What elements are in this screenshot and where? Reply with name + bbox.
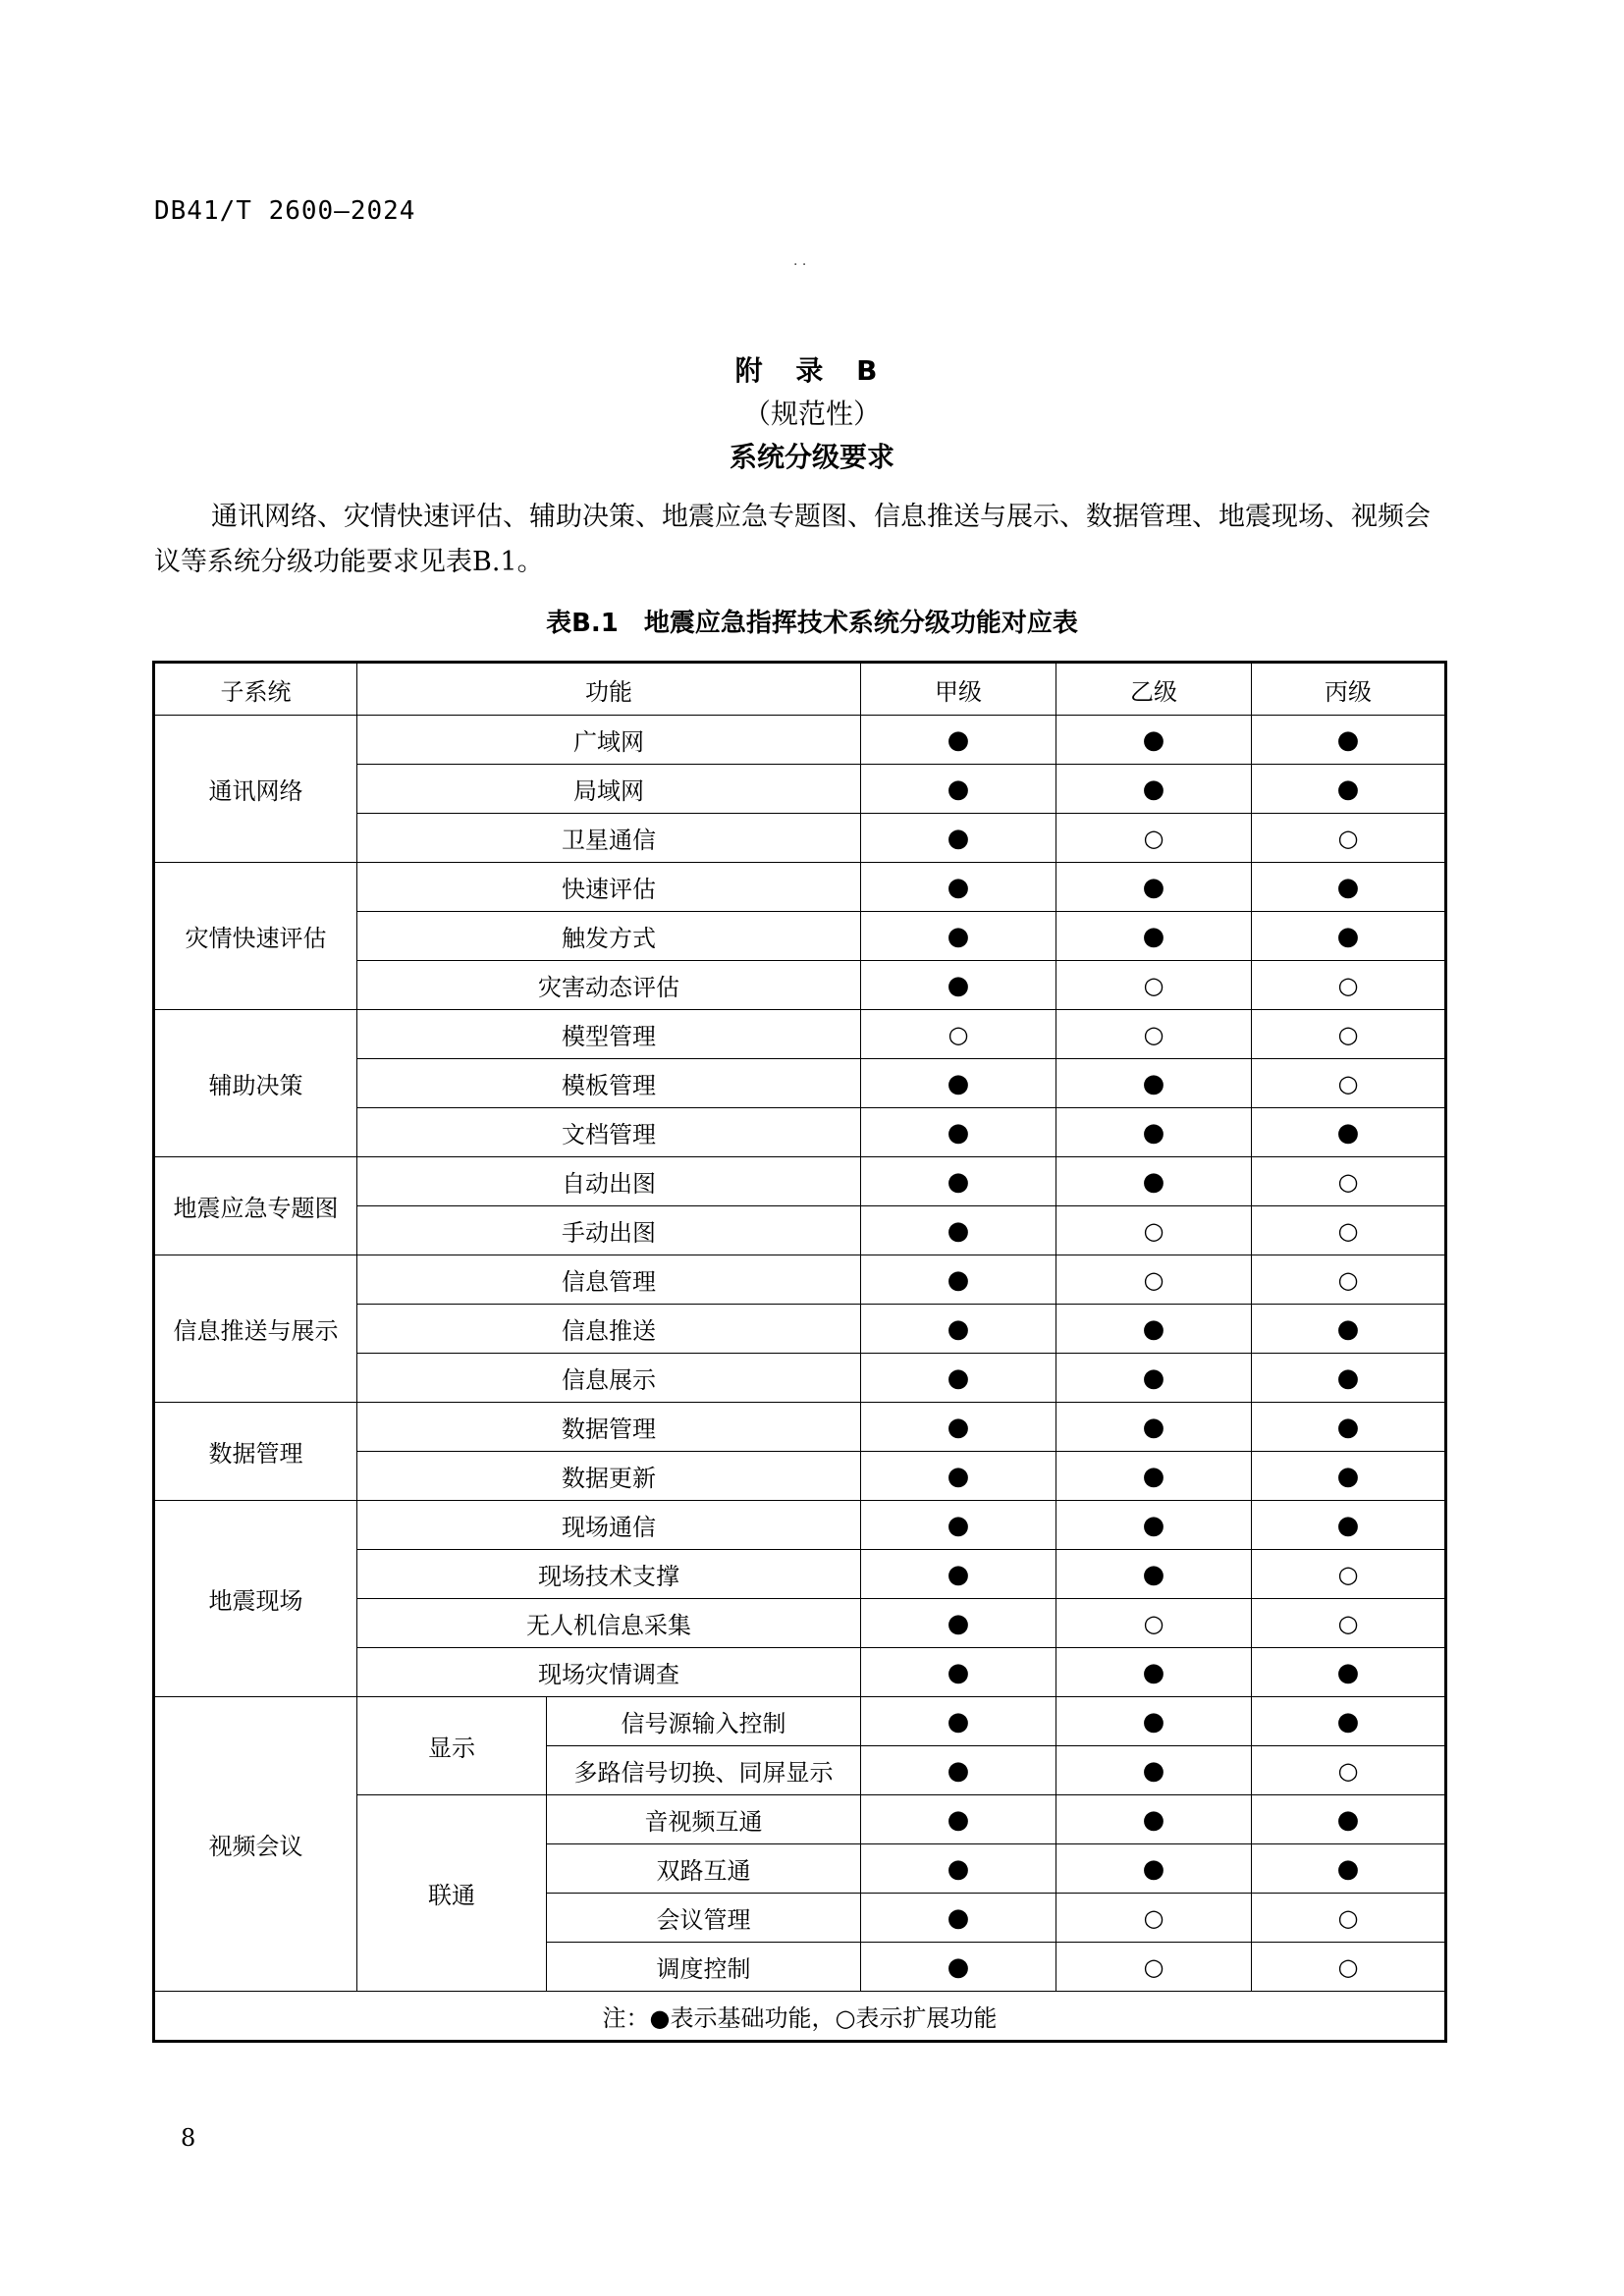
appendix-nature: （规范性） xyxy=(742,398,881,430)
grade-mark xyxy=(1056,1255,1252,1305)
extended-function-mark: ○ xyxy=(1337,824,1359,852)
grade-mark xyxy=(861,1501,1056,1550)
grade-mark xyxy=(1252,1255,1446,1305)
function-cell: 数据更新 xyxy=(357,1452,861,1501)
table-row xyxy=(154,1501,1446,1550)
grade-mark xyxy=(1252,1354,1446,1403)
grading-table xyxy=(152,661,1447,2043)
grade-mark xyxy=(861,1108,1056,1157)
extended-function-mark: ○ xyxy=(1337,1756,1359,1785)
table-caption: 表B.1 地震应急指挥技术系统分级功能对应表 xyxy=(546,609,1078,638)
basic-function-mark: ● xyxy=(1336,1510,1360,1540)
grade-mark xyxy=(1056,1795,1252,1844)
intro-paragraph: 通讯网络、灾情快速评估、辅助决策、地震应急专题图、信息推送与展示、数据管理、地震现场、视频会议等系统分级功能要求见表B.1。 xyxy=(154,502,1431,577)
table-row xyxy=(154,1255,1446,1305)
basic-function-mark: ● xyxy=(1336,1657,1360,1687)
grade-mark xyxy=(1252,1108,1446,1157)
grade-mark xyxy=(1252,1550,1446,1599)
grade-mark xyxy=(1252,1305,1446,1354)
extended-function-mark: ○ xyxy=(1337,1560,1359,1588)
function-cell: 现场灾情调查 xyxy=(357,1648,861,1697)
function-cell: 文档管理 xyxy=(357,1108,861,1157)
grade-mark xyxy=(861,1059,1056,1108)
appendix-name: 系统分级要求 xyxy=(729,441,894,473)
header-function: 功能 xyxy=(357,663,861,716)
basic-function-mark: ● xyxy=(1336,1804,1360,1835)
function-cell: 多路信号切换、同屏显示 xyxy=(547,1746,861,1795)
function-cell: 广域网 xyxy=(357,716,861,765)
grade-mark xyxy=(861,863,1056,912)
table-row xyxy=(154,1697,1446,1746)
grade-mark xyxy=(861,1403,1056,1452)
grade-mark xyxy=(861,961,1056,1010)
basic-function-mark: ● xyxy=(947,1117,970,1148)
basic-function-mark: ● xyxy=(1142,1510,1165,1540)
basic-function-mark: ● xyxy=(947,1755,970,1786)
basic-function-mark: ● xyxy=(1142,1166,1165,1197)
basic-function-mark: ● xyxy=(947,1804,970,1835)
basic-function-mark: ● xyxy=(1142,1706,1165,1736)
function-cell: 信息推送 xyxy=(357,1305,861,1354)
basic-function-mark: ● xyxy=(947,1608,970,1638)
basic-function-mark: ● xyxy=(1142,872,1165,902)
grade-mark xyxy=(861,1599,1056,1648)
basic-function-mark: ● xyxy=(1142,1804,1165,1835)
grade-mark xyxy=(1252,1452,1446,1501)
grade-mark xyxy=(1252,1697,1446,1746)
grade-mark xyxy=(1056,1599,1252,1648)
basic-function-mark: ● xyxy=(947,823,970,853)
function-cell: 信息管理 xyxy=(357,1255,861,1305)
grade-mark xyxy=(861,1746,1056,1795)
subgroup-cell: 显示 xyxy=(357,1697,547,1795)
basic-function-mark: ● xyxy=(947,724,970,755)
basic-function-mark: ● xyxy=(1336,872,1360,902)
basic-function-mark: ● xyxy=(947,1853,970,1884)
basic-function-mark: ● xyxy=(1142,724,1165,755)
header-dots: · · xyxy=(793,257,807,273)
grade-mark xyxy=(1252,814,1446,863)
table-note: 注：●表示基础功能，○表示扩展功能 xyxy=(154,1992,1446,2042)
extended-function-mark: ○ xyxy=(1337,1167,1359,1196)
extended-function-mark: ○ xyxy=(1143,1609,1164,1637)
page-number: 8 xyxy=(181,2124,196,2152)
basic-function-mark: ● xyxy=(947,1657,970,1687)
grade-mark xyxy=(1252,1746,1446,1795)
grade-mark xyxy=(1056,1550,1252,1599)
function-cell: 局域网 xyxy=(357,765,861,814)
subsystem-cell: 地震应急专题图 xyxy=(154,1157,357,1255)
basic-function-mark: ● xyxy=(1142,1362,1165,1393)
function-cell: 无人机信息采集 xyxy=(357,1599,861,1648)
grade-mark xyxy=(1252,1010,1446,1059)
grade-mark xyxy=(1056,912,1252,961)
grade-mark xyxy=(1056,1943,1252,1992)
subsystem-cell: 通讯网络 xyxy=(154,716,357,863)
basic-function-mark: ● xyxy=(1336,1853,1360,1884)
grade-mark xyxy=(861,1354,1056,1403)
basic-function-mark: ● xyxy=(1142,1068,1165,1098)
grade-mark xyxy=(1252,1059,1446,1108)
grade-mark xyxy=(1252,961,1446,1010)
function-cell: 音视频互通 xyxy=(547,1795,861,1844)
function-cell: 手动出图 xyxy=(357,1206,861,1255)
table-row xyxy=(154,1157,1446,1206)
extended-function-mark: ○ xyxy=(1337,1216,1359,1245)
grade-mark xyxy=(1056,863,1252,912)
function-cell: 触发方式 xyxy=(357,912,861,961)
subsystem-cell: 视频会议 xyxy=(154,1697,357,1992)
grade-mark xyxy=(1056,961,1252,1010)
grade-mark xyxy=(861,1648,1056,1697)
extended-function-mark: ○ xyxy=(947,1020,969,1048)
grade-mark xyxy=(1056,1697,1252,1746)
basic-function-mark: ● xyxy=(947,1215,970,1246)
grade-mark xyxy=(1056,1648,1252,1697)
basic-function-mark: ● xyxy=(1142,774,1165,804)
grade-mark xyxy=(1056,814,1252,863)
extended-function-mark: ○ xyxy=(1143,824,1164,852)
basic-function-mark: ● xyxy=(1142,1559,1165,1589)
grade-mark xyxy=(1252,912,1446,961)
grade-mark xyxy=(1056,1354,1252,1403)
header-grade-c: 丙级 xyxy=(1252,663,1446,716)
function-cell: 现场技术支撑 xyxy=(357,1550,861,1599)
function-cell: 双路互通 xyxy=(547,1844,861,1894)
subsystem-cell: 地震现场 xyxy=(154,1501,357,1697)
grade-mark xyxy=(861,1550,1056,1599)
basic-function-mark: ● xyxy=(1142,1755,1165,1786)
table-row xyxy=(154,863,1446,912)
basic-function-mark: ● xyxy=(1142,1853,1165,1884)
extended-function-mark: ○ xyxy=(1143,1265,1164,1294)
extended-function-mark: ○ xyxy=(1143,1952,1164,1981)
basic-function-mark: ● xyxy=(947,774,970,804)
function-cell: 数据管理 xyxy=(357,1403,861,1452)
function-cell: 会议管理 xyxy=(547,1894,861,1943)
basic-function-mark: ● xyxy=(947,872,970,902)
basic-function-mark: ● xyxy=(947,1706,970,1736)
grade-mark xyxy=(861,1452,1056,1501)
table-row xyxy=(154,1010,1446,1059)
grade-mark xyxy=(861,814,1056,863)
basic-function-mark: ● xyxy=(1336,1461,1360,1491)
basic-function-mark: ● xyxy=(1142,1412,1165,1442)
standard-code: DB41/T 2600—2024 xyxy=(154,196,416,226)
grade-mark xyxy=(861,1206,1056,1255)
basic-function-mark: ● xyxy=(947,1412,970,1442)
grade-mark xyxy=(1056,1157,1252,1206)
grade-mark xyxy=(861,912,1056,961)
grade-mark xyxy=(1056,1452,1252,1501)
basic-function-mark: ● xyxy=(947,970,970,1000)
basic-function-mark: ● xyxy=(947,1264,970,1295)
extended-function-mark: ○ xyxy=(1337,1265,1359,1294)
basic-function-mark: ● xyxy=(1336,1412,1360,1442)
function-cell: 模板管理 xyxy=(357,1059,861,1108)
grade-mark xyxy=(1056,1501,1252,1550)
header-grade-a: 甲级 xyxy=(861,663,1056,716)
subgroup-cell: 联通 xyxy=(357,1795,547,1992)
grade-mark xyxy=(1252,1206,1446,1255)
grade-mark xyxy=(1056,1844,1252,1894)
basic-function-mark: ● xyxy=(1142,1461,1165,1491)
basic-function-mark: ● xyxy=(1142,921,1165,951)
grade-mark xyxy=(861,716,1056,765)
extended-function-mark: ○ xyxy=(1143,1216,1164,1245)
grade-mark xyxy=(1252,1795,1446,1844)
table-row xyxy=(154,716,1446,765)
function-cell: 调度控制 xyxy=(547,1943,861,1992)
grade-mark xyxy=(1056,1010,1252,1059)
grade-mark xyxy=(1252,1648,1446,1697)
table-header-row xyxy=(154,663,1446,716)
grade-mark xyxy=(1056,1403,1252,1452)
basic-function-mark: ● xyxy=(1336,774,1360,804)
grade-mark xyxy=(1056,765,1252,814)
grade-mark xyxy=(861,765,1056,814)
basic-function-mark: ● xyxy=(947,1166,970,1197)
header-subsystem: 子系统 xyxy=(154,663,357,716)
basic-function-mark: ● xyxy=(947,1559,970,1589)
appendix-title: 附 录 B xyxy=(734,354,890,387)
grade-mark xyxy=(861,1157,1056,1206)
grade-mark xyxy=(1056,1305,1252,1354)
extended-function-mark: ○ xyxy=(1337,1069,1359,1097)
table-note-row xyxy=(154,1992,1446,2042)
subsystem-cell: 辅助决策 xyxy=(154,1010,357,1157)
subsystem-cell: 数据管理 xyxy=(154,1403,357,1501)
grade-mark xyxy=(861,1010,1056,1059)
function-cell: 信息展示 xyxy=(357,1354,861,1403)
grade-mark xyxy=(1252,765,1446,814)
basic-function-mark: ● xyxy=(1336,921,1360,951)
grade-mark xyxy=(861,1943,1056,1992)
extended-function-mark: ○ xyxy=(1337,971,1359,999)
grade-mark xyxy=(1252,1403,1446,1452)
extended-function-mark: ○ xyxy=(1337,1020,1359,1048)
table-body xyxy=(154,716,1446,1992)
grade-mark xyxy=(1056,1108,1252,1157)
extended-function-mark: ○ xyxy=(1143,1020,1164,1048)
basic-function-mark: ● xyxy=(1336,724,1360,755)
basic-function-mark: ● xyxy=(1142,1313,1165,1344)
extended-function-mark: ○ xyxy=(1143,971,1164,999)
grade-mark xyxy=(861,1795,1056,1844)
basic-function-mark: ● xyxy=(947,1951,970,1982)
table-row xyxy=(154,1403,1446,1452)
function-cell: 快速评估 xyxy=(357,863,861,912)
grade-mark xyxy=(1252,1943,1446,1992)
basic-function-mark: ● xyxy=(1336,1117,1360,1148)
grade-mark xyxy=(861,1305,1056,1354)
grade-mark xyxy=(1252,716,1446,765)
extended-function-mark: ○ xyxy=(1337,1903,1359,1932)
grade-mark xyxy=(1252,1844,1446,1894)
extended-function-mark: ○ xyxy=(1337,1609,1359,1637)
grade-mark xyxy=(1252,1157,1446,1206)
grade-mark xyxy=(1252,863,1446,912)
basic-function-mark: ● xyxy=(947,1461,970,1491)
extended-function-mark: ○ xyxy=(1143,1903,1164,1932)
function-cell: 自动出图 xyxy=(357,1157,861,1206)
basic-function-mark: ● xyxy=(947,1510,970,1540)
function-cell: 灾害动态评估 xyxy=(357,961,861,1010)
basic-function-mark: ● xyxy=(947,1902,970,1933)
basic-function-mark: ● xyxy=(1142,1657,1165,1687)
basic-function-mark: ● xyxy=(1336,1313,1360,1344)
basic-function-mark: ● xyxy=(947,1362,970,1393)
grade-mark xyxy=(1252,1501,1446,1550)
grade-mark xyxy=(1056,1059,1252,1108)
function-cell: 模型管理 xyxy=(357,1010,861,1059)
function-cell: 现场通信 xyxy=(357,1501,861,1550)
basic-function-mark: ● xyxy=(1336,1706,1360,1736)
basic-function-mark: ● xyxy=(1142,1117,1165,1148)
header-grade-b: 乙级 xyxy=(1056,663,1252,716)
grade-mark xyxy=(1252,1894,1446,1943)
grade-mark xyxy=(861,1894,1056,1943)
grade-mark xyxy=(861,1255,1056,1305)
grade-mark xyxy=(1056,1894,1252,1943)
basic-function-mark: ● xyxy=(1336,1362,1360,1393)
function-cell: 信号源输入控制 xyxy=(547,1697,861,1746)
grade-mark xyxy=(1056,1206,1252,1255)
grade-mark xyxy=(1056,716,1252,765)
basic-function-mark: ● xyxy=(947,921,970,951)
subsystem-cell: 灾情快速评估 xyxy=(154,863,357,1010)
subsystem-cell: 信息推送与展示 xyxy=(154,1255,357,1403)
grade-mark xyxy=(1056,1746,1252,1795)
basic-function-mark: ● xyxy=(947,1068,970,1098)
grade-mark xyxy=(861,1844,1056,1894)
grade-mark xyxy=(861,1697,1056,1746)
basic-function-mark: ● xyxy=(947,1313,970,1344)
extended-function-mark: ○ xyxy=(1337,1952,1359,1981)
function-cell: 卫星通信 xyxy=(357,814,861,863)
grade-mark xyxy=(1252,1599,1446,1648)
